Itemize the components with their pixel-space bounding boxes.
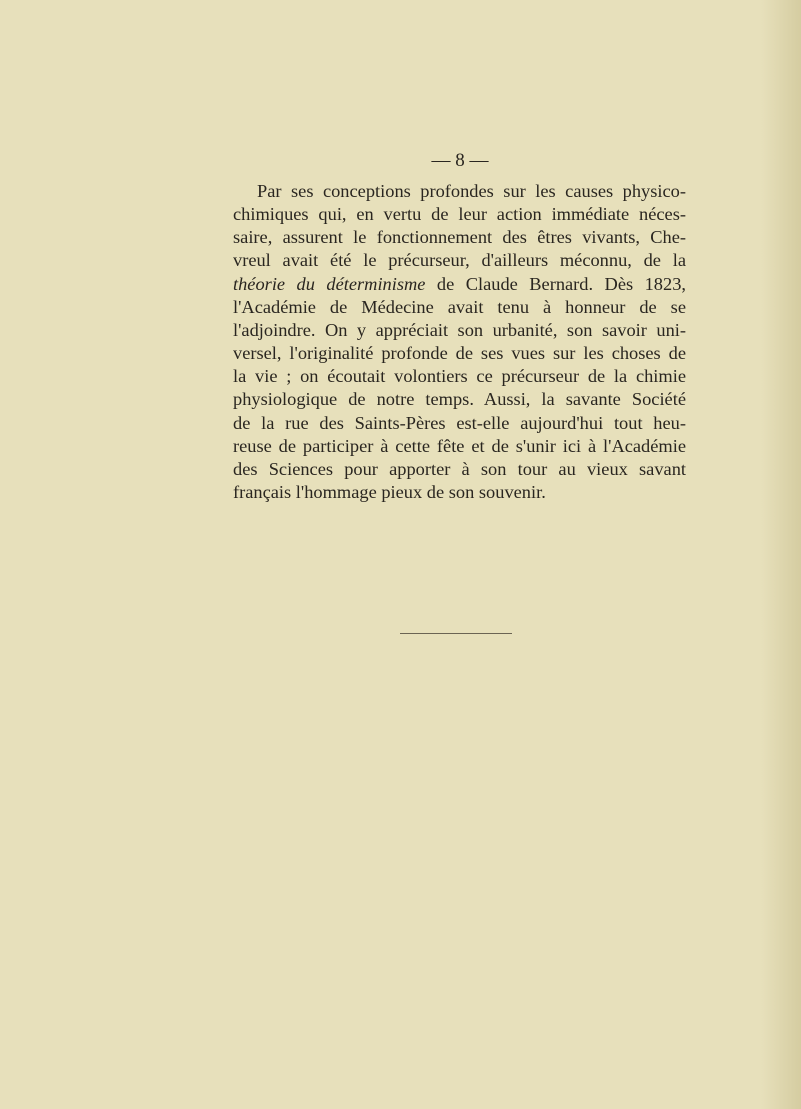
text-line: des Sciences pour apporter à son tour au vieux savant bbox=[233, 458, 686, 479]
text-line: l'Académie de Médecine avait tenu à honneur de se bbox=[233, 296, 686, 317]
body-paragraph bbox=[233, 180, 686, 504]
text-line: chimiques qui, en vertu de leur action immédiate néces- bbox=[233, 204, 686, 225]
text-line: saire, assurent le fonctionnement des êtres vivants, Che- bbox=[233, 227, 686, 248]
text-line: physiologique de notre temps. Aussi, la savante Société bbox=[233, 389, 686, 410]
text-line-rest: de Claude Bernard. Dès 1823, bbox=[436, 273, 686, 294]
text-line: versel, l'originalité profonde de ses vues sur les choses de bbox=[233, 343, 686, 364]
page-number: — 8 — bbox=[431, 150, 489, 171]
italic-title: théorie du déterminisme bbox=[233, 273, 426, 294]
text-line: de la rue des Saints-Pères est-elle aujourd'hui tout heu- bbox=[233, 412, 686, 433]
text-line bbox=[233, 273, 686, 296]
text-line: la vie ; on écoutait volontiers ce précurseur de la chimie bbox=[233, 366, 686, 387]
text-line: français l'hommage pieux de son souvenir. bbox=[233, 482, 546, 503]
text-line: l'adjoindre. On y appréciait son urbanité, son savoir uni- bbox=[233, 319, 686, 340]
text-line: Par ses conceptions profondes sur les causes physico- bbox=[257, 181, 686, 201]
text-line: vreul avait été le précurseur, d'ailleurs méconnu, de la bbox=[233, 250, 686, 271]
separator-rule bbox=[400, 633, 512, 634]
text-line: reuse de participer à cette fête et de s'unir ici à l'Académie bbox=[233, 435, 686, 456]
